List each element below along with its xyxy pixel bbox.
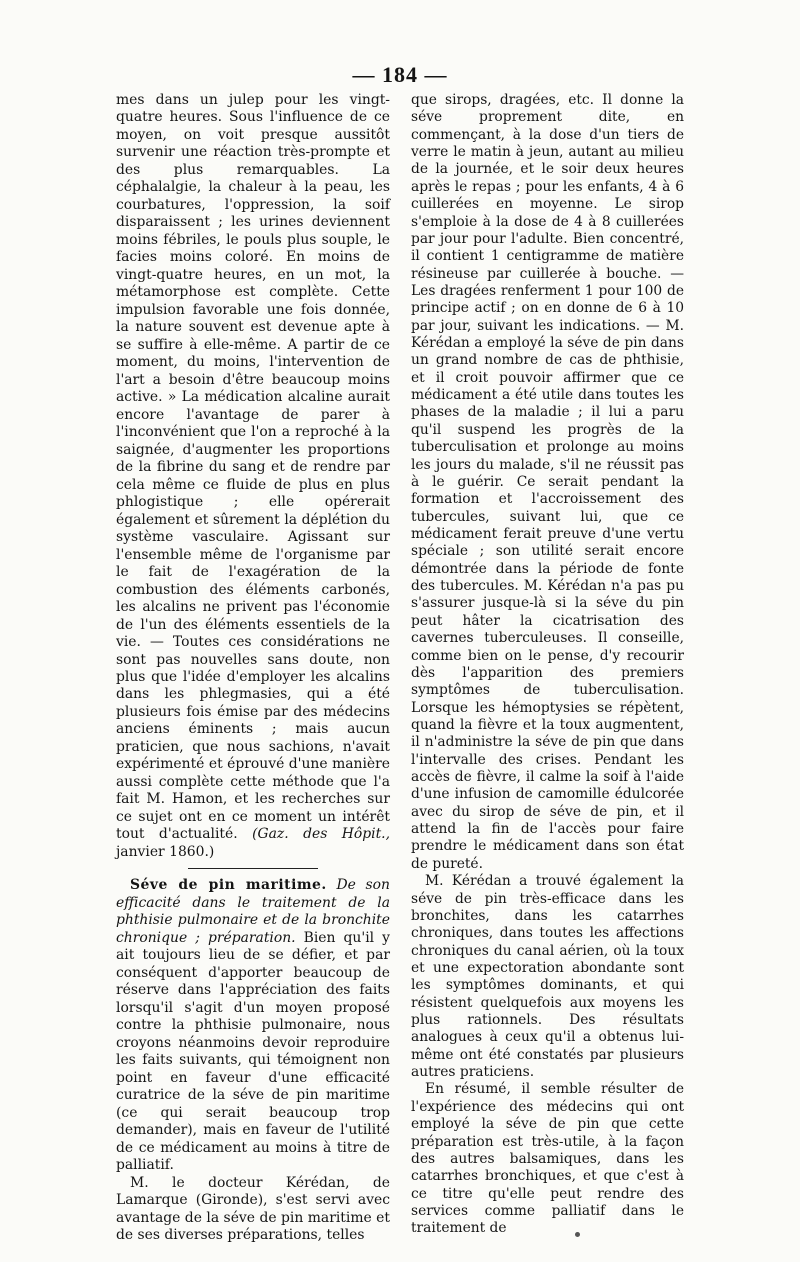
paragraph-text: Bien qu'il y ait toujours lieu de se défier, et par conséquent d'apporter beaucoup de réserve dans l'appréciation des faits lorsqu'il s'agit d'un moyen proposé contre la phthisie pulmonaire, nous croyons néanmoins devoir reproduire les faits suivants, qui témoignent non point en faveur d'une efficacité curatrice de la séve de pin maritime (ce qui serait beaucoup trop demander), mais en faveur de l'utilité de ce médicament au moins à titre de palliatif. — [116, 929, 390, 1174]
section-separator — [188, 868, 318, 869]
citation-date: janvier 1860.) — [116, 843, 215, 860]
paragraph-alkaline-treatment — [116, 92, 390, 861]
right-column — [411, 92, 684, 1238]
article-intro-paragraph — [116, 877, 390, 1174]
article-title: Séve de pin maritime. — [130, 877, 327, 894]
ink-spot — [575, 1232, 580, 1237]
paragraph-text: mes dans un julep pour les vingt-quatre heures. Sous l'influence de ce moyen, on voit presque aussitôt survenir une réaction très-prompte et des plus remarquables. La céphalalgie, la chaleur à la peau, les courbatures, l'oppression, la soif disparaissent ; les urines deviennent moins fébriles, le pouls plus souple, le facies moins coloré. En moins de vingt-quatre heures, en un mot, la métamorphose est complète. Cette impulsion favorable une fois donnée, la nature souvent est devenue apte à se suffire à elle-même. A partir de ce moment, du moins, l'intervention de l'art a besoin d'être beaucoup moins active. » La médication alcaline aurait encore l'avantage de parer à l'inconvénient que l'on a reproché à la saignée, d'augmenter les proportions de la fibrine du sang et de rendre par cela même ce fluide de plus en plus phlogistique ; elle opérerait également et sûrement la déplétion du système vasculaire. Agissant sur l'ensemble même de l'organisme par le fait de l'exagération de la combustion des éléments carbonés, les alcalins ne privent pas l'économie de l'un des éléments essentiels de la vie. — Toutes ces considérations ne sont pas nouvelles sans doute, non plus que l'idée d'employer les alcalins dans les phlegmasies, qui a été plusieurs fois émise par des médecins anciens éminents ; mais aucun praticien, que nous sachions, n'avait expérimenté et éprouvé d'une manière aussi complète cette méthode que l'a fait M. Hamon, et les recherches sur ce sujet ont en ce moment un intérêt tout d'actualité. — [116, 92, 390, 843]
paragraph-dosage: que sirops, dragées, etc. Il donne la séve proprement dite, en commençant, à la dose d'un tiers de verre le matin à jeun, autant au milieu de la journée, et le soir deux heures après le repas ; pour les enfants, 4 à 6 cuillerées en moyenne. Le sirop s'emploie à la dose de 4 à 8 cuillerées par jour pour l'adulte. Bien concentré, il contient 1 centigramme de matière résineuse par cuillerée à bouche. — Les dragées renferment 1 pour 100 de principe actif ; on en donne de 6 à 10 par jour, suivant les indications. — M. Kérédan a employé la séve de pin dans un grand nombre de cas de phthisie, et il croit pouvoir affirmer que ce médicament a été utile dans toutes les phases de la maladie ; il lui a paru qu'il suspend les progrès de la tuberculisation et prolonge au moins les jours du malade, s'il ne réussit pas à le guérir. Ce serait pendant la formation et l'accroissement des tubercules, suivant lui, que ce médicament ferait preuve d'une vertu spéciale ; son utilité serait encore démontrée dans la période de fonte des tubercules. M. Kérédan n'a pas pu s'assurer jusque-là si la séve du pin peut hâter la cicatrisation des cavernes tuberculeuses. Il conseille, comme bien on le pense, d'y recourir dès l'apparition des premiers symptômes de tuberculisation. Lorsque les hémoptysies se répètent, quand la fièvre et la toux augmentent, il n'administre la séve de pin que dans l'intervalle des crises. Pendant les accès de fièvre, il calme la soif à l'aide d'une infusion de camomille édulcorée avec du sirop de séve de pin, et il attend la fin de l'accès pour faire prendre le médicament dans son état de pureté. — [411, 92, 684, 872]
article-subtitle: De son efficacité dans le traitement de la phthisie pulmonaire et de la bronchite chronique ; préparation. — [116, 877, 390, 946]
citation-source: (Gaz. des Hôpit., — [252, 826, 391, 843]
paragraph-bronchitis: M. Kérédan a trouvé également la séve de pin très-efficace dans les bronchites, dans les catarrhes chroniques, dans toutes les affections chroniques du canal aérien, où la toux et une expectoration abondante sont les symptômes dominants, et qui résistent quelquefois aux moyens les plus rationnels. Des résultats analogues à ceux qu'il a obtenus lui-même ont été constatés par plusieurs autres praticiens. — [411, 873, 684, 1081]
paragraph-summary: En résumé, il semble résulter de l'expérience des médecins qui ont employé la séve de pin que cette préparation est très-utile, à la façon des autres balsamiques, dans les catarrhes bronchiques, et que c'est à ce titre qu'elle peut rendre des services comme palliatif dans le traitement de — [411, 1081, 684, 1237]
paragraph-keredan: M. le docteur Kérédan, de Lamarque (Gironde), s'est servi avec avantage de la séve de pin maritime et de ses diverses préparations, telles — [116, 1174, 390, 1243]
left-column — [116, 92, 390, 1244]
page-number: — 184 — — [352, 62, 448, 87]
